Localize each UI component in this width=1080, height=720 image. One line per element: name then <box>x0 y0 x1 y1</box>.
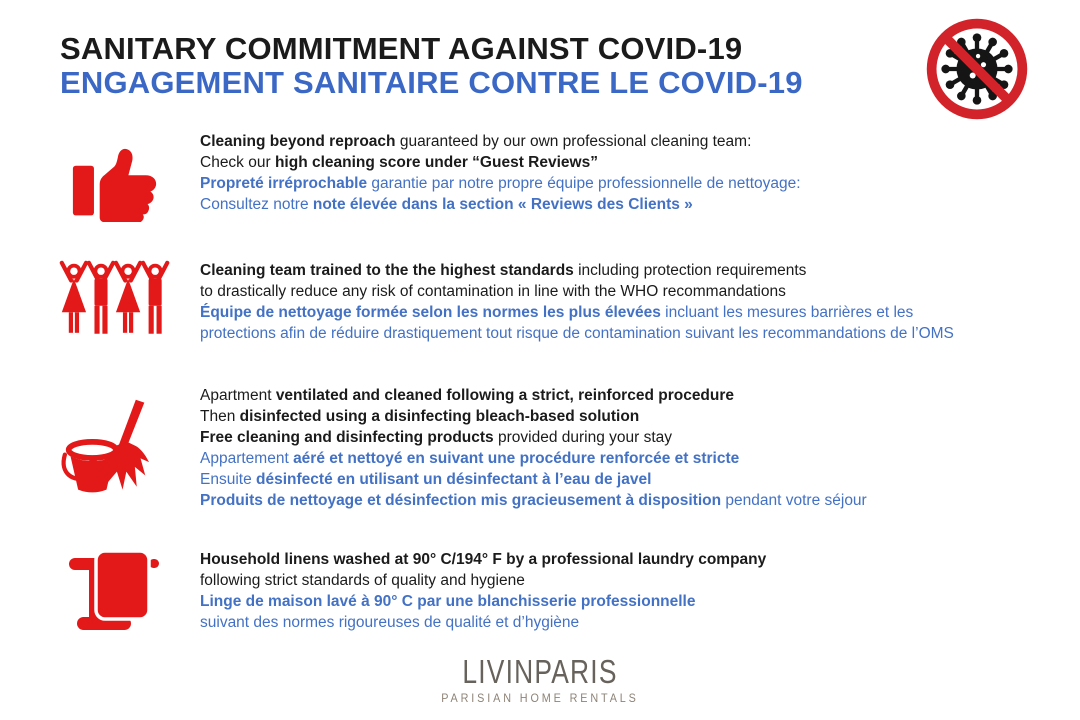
text-line: suivant des normes rigoureuses de qualité et d’hygiène <box>200 614 580 631</box>
section-linens <box>55 548 1055 634</box>
text-line: to drastically reduce any risk of contamination in line with the WHO recommandations <box>200 283 786 300</box>
text-line: Produits de nettoyage et désinfection mis gracieusement à disposition pendant votre séjour <box>200 492 867 509</box>
title-french: ENGAGEMENT SANITAIRE CONTRE LE COVID-19 <box>60 65 803 100</box>
brand-logo <box>0 655 1080 705</box>
section-trained-team <box>55 260 1055 344</box>
bucket-broom-icon <box>55 396 200 500</box>
towel-icon <box>55 548 200 634</box>
text-line: Propreté irréprochable garantie par notre propre équipe professionnelle de nettoyage: <box>200 175 801 192</box>
cleaning-team-icon <box>55 260 200 344</box>
text-line: Household linens washed at 90° C/194° F by a professional laundry company <box>200 551 767 568</box>
text-line: Équipe de nettoyage formée selon les normes les plus élevées incluant les mesures barrières et les <box>200 304 914 321</box>
page-header <box>60 32 803 100</box>
no-virus-icon <box>923 15 1031 123</box>
text-line: Check our high cleaning score under “Guest Reviews” <box>200 154 598 171</box>
thumbs-up-icon <box>55 140 200 222</box>
section-cleaning-guarantee <box>55 131 1055 215</box>
text-line: Apartment ventilated and cleaned following a strict, reinforced procedure <box>200 387 735 404</box>
brand-name: LIVINPARIS <box>462 653 618 690</box>
text-line: Cleaning beyond reproach guaranteed by our own professional cleaning team: <box>200 133 752 150</box>
title-english: SANITARY COMMITMENT AGAINST COVID-19 <box>60 31 743 66</box>
text-line: Then disinfected using a disinfecting bleach-based solution <box>200 408 640 425</box>
text-line: protections afin de réduire drastiquement tout risque de contamination suivant les recommandations de l’OMS <box>200 325 954 342</box>
text-line: Ensuite désinfecté en utilisant un désinfectant à l’eau de javel <box>200 471 652 488</box>
text-line: Cleaning team trained to the the highest standards including protection requirements <box>200 262 807 279</box>
brand-tagline: PARISIAN HOME RENTALS <box>441 691 639 705</box>
sections <box>55 131 1055 634</box>
text-line: Appartement aéré et nettoyé en suivant une procédure renforcée et stricte <box>200 450 740 467</box>
text-line: Linge de maison lavé à 90° C par une blanchisserie professionnelle <box>200 593 696 610</box>
text-line: Free cleaning and disinfecting products provided during your stay <box>200 429 673 446</box>
text-line: Consultez notre note élevée dans la section « Reviews des Clients » <box>200 196 693 213</box>
text-line: following strict standards of quality and hygiene <box>200 572 525 589</box>
section-apartment-disinfection <box>55 385 1055 511</box>
